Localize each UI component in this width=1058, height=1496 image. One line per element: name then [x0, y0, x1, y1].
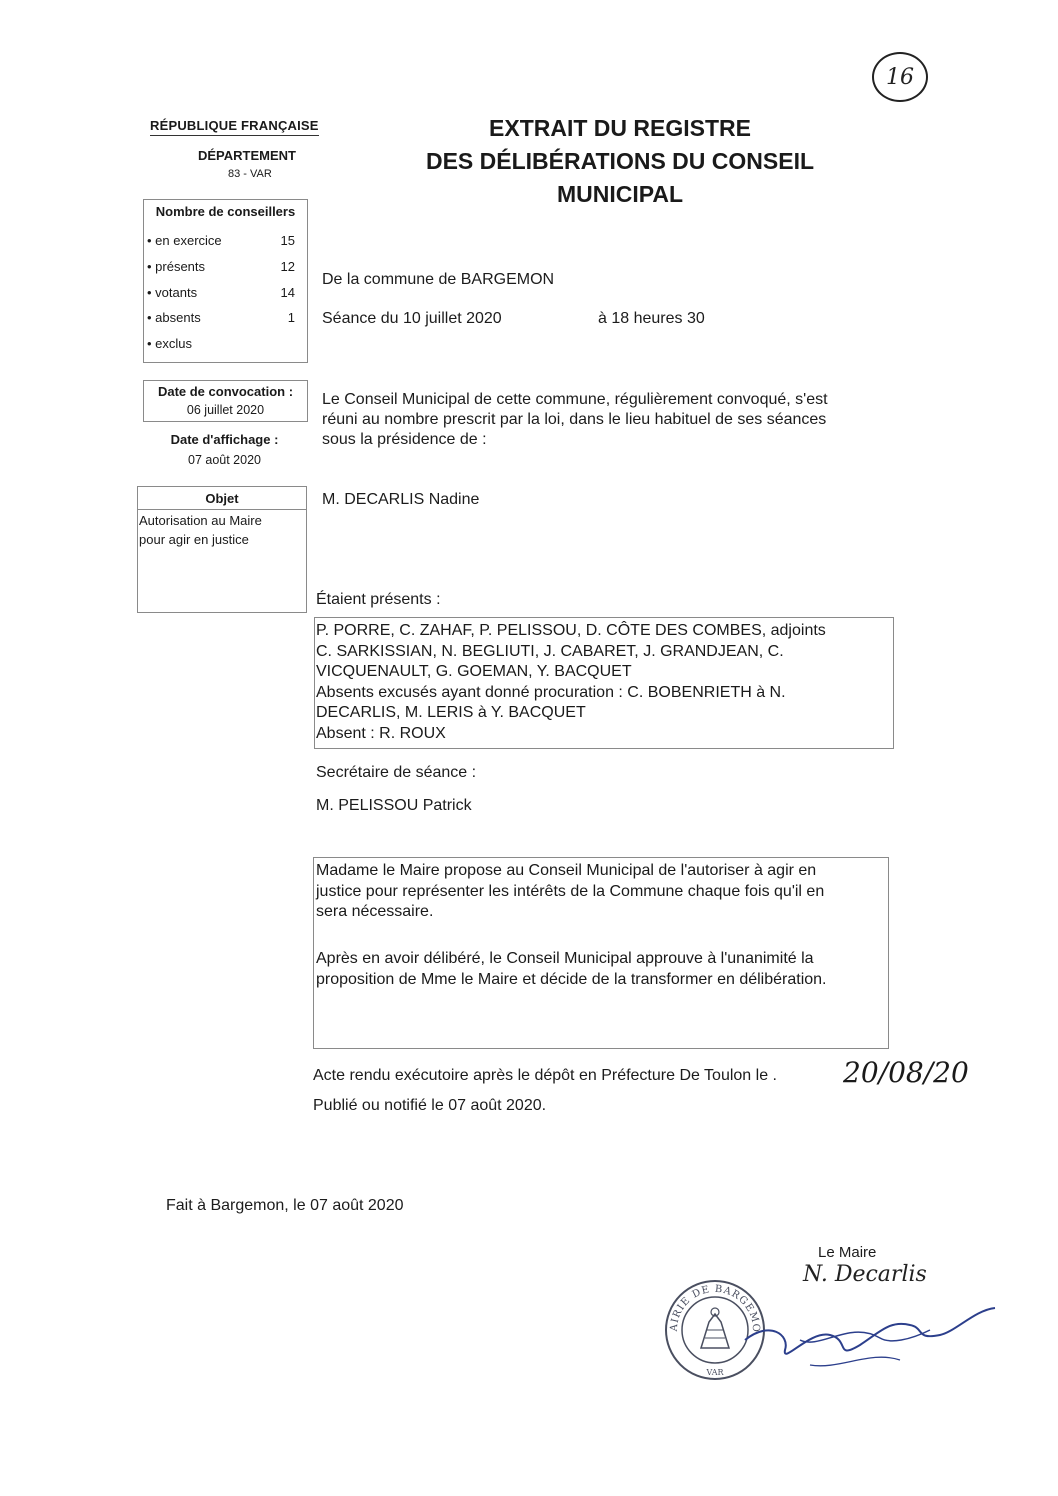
- departement-label: DÉPARTEMENT: [198, 148, 296, 163]
- objet-label: Objet: [205, 491, 239, 506]
- title-line-3: MUNICIPAL: [556, 181, 684, 207]
- conseillers-row-value: 1: [287, 310, 295, 325]
- page-number: 16: [872, 52, 928, 102]
- departement-value: 83 - VAR: [228, 168, 272, 180]
- decision-line: Après en avoir délibéré, le Conseil Municipal approuve à l'unanimité la: [316, 950, 814, 967]
- secretaire-name: M. PELISSOU Patrick: [316, 797, 472, 814]
- conseillers-row-label: • présents: [147, 259, 206, 274]
- svg-text:VAR: VAR: [706, 1368, 724, 1377]
- signature-name-handwritten: N. Decarlis: [803, 1262, 927, 1287]
- objet-text: [139, 511, 289, 549]
- affichage-label: Date d'affichage :: [170, 432, 279, 447]
- fait-a: Fait à Bargemon, le 07 août 2020: [166, 1197, 404, 1214]
- intro-line-1: Le Conseil Municipal de cette commune, régulièrement convoqué, s'est: [322, 391, 828, 408]
- presents-line-2: C. SARKISSIAN, N. BEGLIUTI, J. CABARET, J. GRANDJEAN, C.: [316, 642, 784, 660]
- presents-line-3: VICQUENAULT, G. GOEMAN, Y. BACQUET: [316, 663, 632, 680]
- signature-scribble: [740, 1280, 1000, 1380]
- decision-line: Madame le Maire propose au Conseil Municipal de l'autoriser à agir en: [316, 862, 817, 879]
- president-name: M. DECARLIS Nadine: [322, 491, 480, 508]
- decision-box: [313, 857, 889, 1049]
- title-line-1: EXTRAIT DU REGISTRE: [489, 115, 751, 141]
- conseillers-row: [147, 259, 295, 274]
- conseillers-row: [147, 310, 295, 325]
- acte-date-handwritten: 20/08/20: [843, 1056, 969, 1089]
- presents-label: Étaient présents :: [316, 591, 441, 608]
- affichage-date: 07 août 2020: [188, 453, 261, 467]
- objet-divider: [138, 509, 306, 510]
- conseillers-row-value: 15: [280, 233, 295, 248]
- conseillers-box: [143, 199, 308, 363]
- objet-box: [137, 486, 307, 613]
- conseillers-row-label: • en exercice: [147, 233, 222, 248]
- svg-text:MAIRIE DE BARGEMON: AIRIE DE BARGEMO: [668, 1283, 762, 1334]
- intro-line-3: sous la présidence de :: [322, 431, 487, 448]
- acte-executoire: Acte rendu exécutoire après le dépôt en Préfecture De Toulon le .: [313, 1067, 777, 1084]
- convocation-date: 06 juillet 2020: [186, 403, 265, 417]
- document-title: [400, 112, 840, 211]
- commune: De la commune de BARGEMON: [322, 271, 555, 288]
- objet-line-1: Autorisation au Maire: [139, 513, 262, 528]
- conseillers-row-label: • absents: [147, 310, 201, 325]
- conseillers-row-label: • exclus: [147, 336, 193, 351]
- conseillers-row: [147, 336, 295, 351]
- publie-notifie: Publié ou notifié le 07 août 2020.: [313, 1097, 547, 1114]
- seance-heure: à 18 heures 30: [598, 310, 705, 327]
- convocation-box: [143, 380, 308, 422]
- convocation-label: Date de convocation :: [157, 384, 294, 399]
- presents-line-4: Absents excusés ayant donné procuration : C. BOBENRIETH à N.: [316, 683, 786, 701]
- decision-paragraph-2: [316, 949, 886, 990]
- conseillers-header: Nombre de conseillers: [155, 204, 296, 219]
- decision-line: justice pour représenter les intérêts de la Commune chaque fois qu'il en: [316, 882, 825, 900]
- objet-line-2: pour agir en justice: [139, 532, 249, 547]
- presents-line-6: Absent : R. ROUX: [316, 724, 446, 742]
- decision-line: proposition de Mme le Maire et décide de la transformer en délibération.: [316, 970, 827, 988]
- le-maire-label: Le Maire: [818, 1244, 877, 1261]
- conseillers-row-value: 12: [280, 259, 295, 274]
- intro-paragraph: [322, 390, 882, 450]
- presents-line-5: DECARLIS, M. LERIS à Y. BACQUET: [316, 704, 586, 721]
- conseillers-row-label: • votants: [147, 285, 198, 300]
- intro-line-2: réuni au nombre prescrit par la loi, dans le lieu habituel de ses séances: [322, 411, 827, 428]
- title-line-2: DES DÉLIBÉRATIONS DU CONSEIL: [425, 148, 815, 174]
- conseillers-row: [147, 233, 295, 248]
- conseillers-row-value: 14: [280, 285, 295, 300]
- presents-box: [314, 617, 894, 749]
- presents-line-1: P. PORRE, C. ZAHAF, P. PELISSOU, D. CÔTE DES COMBES, adjoints: [316, 622, 826, 639]
- republique-label: RÉPUBLIQUE FRANÇAISE: [150, 118, 319, 136]
- conseillers-row: [147, 285, 295, 300]
- decision-paragraph-1: [316, 861, 886, 923]
- seance-date: Séance du 10 juillet 2020: [322, 310, 502, 327]
- decision-line: sera nécessaire.: [316, 903, 434, 920]
- secretaire-label: Secrétaire de séance :: [316, 764, 477, 781]
- presents-text: [316, 621, 892, 744]
